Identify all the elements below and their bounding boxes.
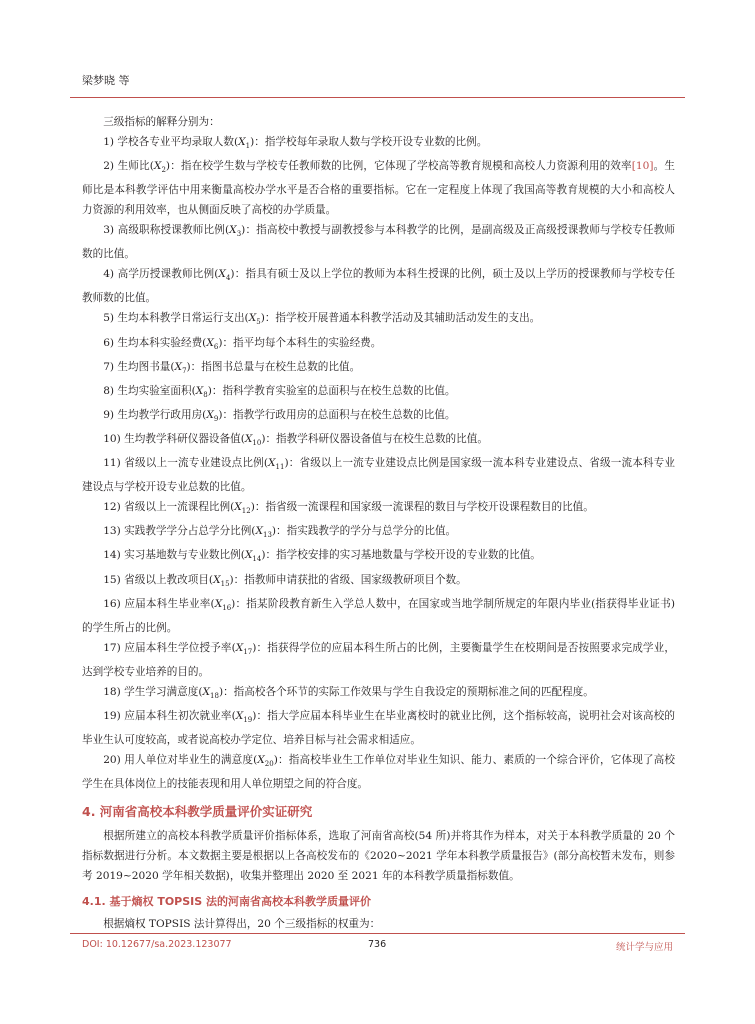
indicator-name: 1) 学校各专业平均录取人数( (103, 136, 239, 148)
indicator-item (82, 429, 675, 453)
indicator-item (82, 357, 675, 381)
indicator-definition: )：指学校每年录取人数与学校开设专业数的比例。 (250, 136, 488, 148)
indicator-item (82, 521, 675, 545)
indicator-name: 14) 实习基地数与专业数比例( (103, 549, 245, 562)
indicator-list (82, 132, 675, 794)
indicator-name: 4) 高学历授课教师比例( (103, 268, 219, 281)
indicator-item (82, 594, 675, 638)
indicator-subscript: 13 (262, 531, 272, 540)
section-4-1-paragraph: 根据熵权 TOPSIS 法计算得出，20 个三级指标的权重为： (103, 918, 381, 931)
indicator-subscript: 19 (243, 716, 253, 725)
indicator-item (82, 545, 675, 569)
indicator-subscript: 16 (222, 603, 232, 612)
indicator-definition: )：指图书总量与在校生总数的比值。 (186, 360, 361, 373)
indicator-symbol: X (218, 268, 226, 281)
indicator-item (82, 638, 675, 682)
indicator-name: 11) 省级以上一流专业建设点比例( (103, 457, 268, 470)
indicator-item (82, 682, 675, 706)
indicator-subscript: 20 (264, 760, 274, 769)
indicator-subscript: 15 (220, 579, 230, 588)
indicator-item (82, 308, 675, 332)
indicator-definition: )：指平均每个本科生的实验经费。 (218, 336, 382, 349)
indicator-symbol: X (214, 597, 223, 610)
indicator-symbol: X (234, 501, 242, 514)
indicator-symbol: X (229, 224, 237, 237)
indicator-name: 10) 生均教学科研仪器设备值( (103, 432, 245, 445)
indicator-name: 20) 用人单位对毕业生的满意度( (103, 754, 258, 767)
indicator-definition: )：指高校中教授与副教授参与本科教学的比例，是副高级及正高级授课教师与学校专任教师数的比值。 (82, 224, 675, 261)
indicator-item (82, 405, 675, 429)
citation-link[interactable]: [10] (631, 160, 654, 173)
indicator-name: 9) 生均教学行政用房( (103, 408, 207, 421)
indicator-subscript: 7 (182, 366, 187, 375)
indicator-symbol: X (153, 160, 162, 173)
indicator-item (82, 706, 675, 750)
indicator-definition: )：指学校安排的实习基地数量与学校开设的专业数的比值。 (261, 549, 541, 562)
indicator-name: 5) 生均本科教学日常运行支出( (103, 312, 249, 325)
indicator-subscript: 8 (203, 390, 208, 399)
indicator-item (82, 156, 675, 220)
indicator-symbol: X (213, 573, 221, 586)
indicator-symbol: X (206, 336, 214, 349)
indicator-subscript: 11 (275, 463, 285, 472)
indicator-intro: 三级指标的解释分别为： (103, 116, 220, 128)
indicator-definition: )：指大学应届本科毕业生在毕业离校时的就业比例，这个指标较高，说明社会对该高校的毕业生认可度较高，或者说高校办学定位、培养目标与社会需求相适应。 (82, 709, 675, 747)
indicator-subscript: 3 (236, 230, 242, 239)
indicator-symbol: X (195, 384, 204, 397)
indicator-subscript: 18 (210, 691, 219, 700)
section-4-heading: 4. 河南省高校本科教学质量评价实证研究 (82, 804, 313, 820)
indicator-subscript: 1 (245, 142, 251, 151)
indicator-symbol: X (248, 312, 257, 325)
page-body (82, 112, 675, 934)
indicator-name: 8) 生均实验室面积( (103, 384, 196, 397)
indicator-definition: )：省级以上一流专业建设点比例是国家级一流本科专业建设点、省级一流本科专业建设点与学校开设专业总数的比值。 (82, 457, 675, 494)
indicator-symbol: X (235, 641, 244, 654)
indicator-item (82, 497, 675, 521)
indicator-name: 15) 省级以上教改项目( (103, 573, 214, 586)
indicator-item (82, 264, 675, 308)
footer-journal-name: 统计学与应用 (615, 942, 673, 953)
indicator-definition: )：指获得学位的应届本科生所占的比例，主要衡量学生在校期间是否按照要求完成学业，达到学校专业培养的目的。 (82, 641, 675, 678)
indicator-item (82, 381, 675, 405)
indicator-item (82, 570, 675, 594)
indicator-symbol: X (257, 754, 265, 767)
indicator-name: 17) 应届本科生学位授予率( (103, 641, 236, 654)
indicator-item (82, 220, 675, 264)
indicator-definition: )：指实践教学的学分与总学分的比值。 (271, 525, 457, 538)
section-4-1-heading: 4.1. 基于熵权 TOPSIS 法的河南省高校本科教学质量评价 (82, 895, 372, 909)
indicator-symbol: X (174, 360, 183, 373)
page-number: 736 (368, 939, 387, 950)
footer-doi[interactable]: DOI: 10.12677/sa.2023.123077 (82, 939, 232, 950)
section-4-paragraph: 根据所建立的高校本科教学质量评价指标体系，选取了河南省高校(54 所)并将其作为样本，对关于本科教学质量的 20 个指标数据进行分析。本文数据主要是根据以上各高校发布的《2020~2021 学年本科教学质量报告》(部分高校暂未发布，则参考 2019~2020 学年相关数据)，收集并整理出 2020 至 2021 年的本科教学质量指标数值。 (82, 830, 675, 883)
indicator-definition: )：指教学行政用房的总面积与在校生总数的比值。 (218, 408, 456, 421)
indicator-subscript: 5 (256, 318, 261, 327)
indicator-name: 12) 省级以上一流课程比例( (103, 501, 235, 514)
indicator-name: 2) 生师比( (103, 160, 154, 173)
indicator-name: 3) 高级职称授课教师比例( (103, 224, 230, 237)
indicator-symbol: X (206, 408, 214, 421)
indicator-name: 7) 生均图书量( (103, 360, 175, 373)
indicator-definition: )：指教学科研仪器设备值与在校生总数的比值。 (261, 432, 488, 445)
footer-divider (70, 933, 685, 934)
indicator-symbol: X (255, 525, 263, 538)
indicator-symbol: X (244, 549, 253, 562)
indicator-item (82, 132, 675, 156)
indicator-symbol: X (238, 136, 246, 148)
indicator-item (82, 333, 675, 357)
indicator-item (82, 750, 675, 794)
indicator-definition: )：指教师申请获批的省级、国家级教研项目个数。 (229, 573, 467, 586)
indicator-symbol: X (267, 457, 276, 470)
indicator-definition: )：指具有硕士及以上学位的教师为本科生授课的比例，硕士及以上学历的授课教师与学校专任教师数的比值。 (82, 268, 675, 305)
indicator-symbol: X (235, 709, 244, 722)
indicator-name: 13) 实践教学学分占总学分比例( (103, 525, 256, 538)
indicator-subscript: 2 (161, 166, 166, 175)
indicator-subscript: 4 (225, 274, 231, 283)
indicator-name: 6) 生均本科实验经费( (103, 336, 207, 349)
indicator-definition: )：指某阶段教育新生入学总人数中，在国家或当地学制所规定的年限内毕业(指获得毕业证书)的学生所占的比例。 (82, 597, 675, 634)
indicator-symbol: X (244, 432, 253, 445)
indicator-definition: )：指高校各个环节的实际工作效果与学生自我设定的预期标准之间的匹配程度。 (218, 685, 594, 698)
indicator-name: 16) 应届本科生毕业率( (103, 597, 215, 610)
indicator-subscript: 14 (252, 555, 262, 564)
indicator-subscript: 10 (252, 439, 262, 448)
indicator-subscript: 6 (213, 342, 219, 351)
header-divider (70, 97, 685, 98)
indicator-definition: )：指学校开展普通本科教学活动及其辅助活动发生的支出。 (260, 312, 541, 325)
indicator-name: 19) 应届本科生初次就业率( (103, 709, 236, 722)
indicator-symbol: X (202, 685, 211, 698)
indicator-subscript: 12 (241, 507, 251, 516)
running-header-author: 梁梦晓 等 (82, 74, 130, 87)
indicator-name: 18) 学生学习满意度( (103, 685, 203, 698)
indicator-definition: )：指省级一流课程和国家级一流课程的数目与学校开设课程数目的比值。 (250, 501, 594, 514)
indicator-subscript: 9 (213, 414, 219, 423)
indicator-item (82, 453, 675, 497)
indicator-subscript: 17 (243, 647, 253, 656)
indicator-definition: )：指在校学生数与学校专任教师数的比例，它体现了学校高等教育规模和高校人力资源利用的效率 (165, 160, 632, 173)
indicator-definition: )：指高校毕业生工作单位对毕业生知识、能力、素质的一个综合评价，它体现了高校学生在具体岗位上的技能表现和用人单位期望之间的符合度。 (82, 754, 675, 791)
indicator-definition: )：指科学教育实验室的总面积与在校生总数的比值。 (207, 384, 456, 397)
indicator-definition-continued: 。生师比是本科教学评估中用来衡量高校办学水平是否合格的重要指标。它在一定程度上体现了我国高等教育规模的大小和高校人力资源的利用效率，也从侧面反映了高校的办学质量。 (82, 160, 675, 217)
